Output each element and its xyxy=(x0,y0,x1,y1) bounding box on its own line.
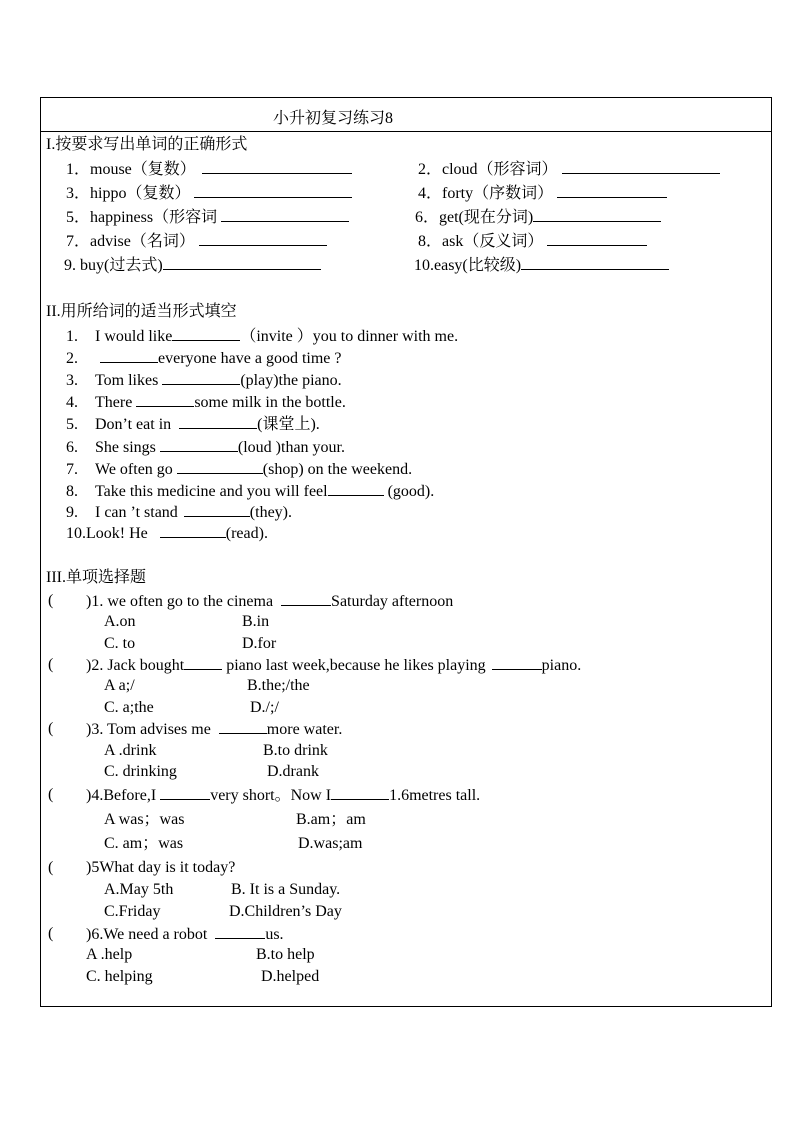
q5-option-a[interactable]: A.May 5th xyxy=(104,881,174,898)
page-title: 小升初复习练习8 xyxy=(273,110,394,127)
answer-blank[interactable] xyxy=(533,207,661,222)
s2-item-9: 9. I can ’t stand (they). xyxy=(66,504,292,521)
answer-blank[interactable] xyxy=(562,159,720,174)
q6-option-b[interactable]: B.to help xyxy=(256,946,315,963)
s2-item-5: 5. Don’t eat in (课堂上). xyxy=(66,416,320,433)
q5-option-b[interactable]: B. It is a Sunday. xyxy=(231,881,341,898)
q2-stem: )2. Jack bought piano last week,because he likes playing piano. xyxy=(86,657,582,674)
s1-item-5: 5．happiness（形容词 xyxy=(66,207,349,228)
q1-paren[interactable]: ( xyxy=(48,592,54,609)
answer-blank[interactable] xyxy=(281,591,331,606)
answer-blank[interactable] xyxy=(163,255,321,270)
s2-item-10: 10.Look! He (read). xyxy=(66,525,268,542)
q4-stem: )4.Before,I very short。Now I 1.6metres tall. xyxy=(86,787,481,804)
q2-option-d[interactable]: D./;/ xyxy=(250,699,279,716)
q2-paren[interactable]: ( xyxy=(48,656,54,673)
s2-item-8: 8. Take this medicine and you will feel (good). xyxy=(66,483,435,500)
q3-paren[interactable]: ( xyxy=(48,720,54,737)
q4-option-c[interactable]: C. am；was xyxy=(104,835,184,852)
answer-blank[interactable] xyxy=(160,437,238,452)
s2-item-7: 7. We often go (shop) on the weekend. xyxy=(66,461,413,478)
q3-option-a[interactable]: A .drink xyxy=(104,742,157,759)
s2-item-1: 1. I would like （invite ）you to dinner with me. xyxy=(66,328,459,345)
q1-stem: )1. we often go to the cinema Saturday afternoon xyxy=(86,593,454,610)
q4-option-a[interactable]: A was；was xyxy=(104,811,185,828)
answer-blank[interactable] xyxy=(492,655,542,670)
answer-blank[interactable] xyxy=(179,414,257,429)
q5-stem: )5What day is it today? xyxy=(86,859,236,876)
answer-blank[interactable] xyxy=(331,785,389,800)
q6-stem: )6.We need a robot us. xyxy=(86,926,284,943)
answer-blank[interactable] xyxy=(177,459,263,474)
q2-option-c[interactable]: C. a;the xyxy=(104,699,154,716)
q3-option-c[interactable]: C. drinking xyxy=(104,763,177,780)
q4-option-b[interactable]: B.am；am xyxy=(296,811,366,828)
q3-stem: )3. Tom advises me more water. xyxy=(86,721,343,738)
q5-option-d[interactable]: D.Children’s Day xyxy=(229,903,342,920)
q6-option-d[interactable]: D.helped xyxy=(261,968,320,985)
answer-blank[interactable] xyxy=(215,924,265,939)
answer-blank[interactable] xyxy=(221,207,349,222)
answer-blank[interactable] xyxy=(194,183,352,198)
s1-item-7: 7．advise（名词） xyxy=(66,231,327,252)
q4-option-d[interactable]: D.was;am xyxy=(298,835,363,852)
answer-blank[interactable] xyxy=(160,523,226,538)
title-row xyxy=(41,98,771,132)
q1-option-c[interactable]: C. to xyxy=(104,635,136,652)
answer-blank[interactable] xyxy=(184,502,250,517)
q3-option-b[interactable]: B.to drink xyxy=(263,742,328,759)
section1-heading: I.按要求写出单词的正确形式 xyxy=(46,136,248,153)
answer-blank[interactable] xyxy=(328,481,384,496)
q6-paren[interactable]: ( xyxy=(48,925,54,942)
q3-option-d[interactable]: D.drank xyxy=(267,763,319,780)
answer-blank[interactable] xyxy=(219,719,267,734)
s1-item-1: 1．mouse（复数） xyxy=(66,159,352,180)
q1-option-b[interactable]: B.in xyxy=(242,613,270,630)
s1-item-3: 3．hippo（复数） xyxy=(66,183,352,204)
s1-item-10: 10.easy(比较级) xyxy=(414,255,669,276)
answer-blank[interactable] xyxy=(202,159,352,174)
q2-option-b[interactable]: B.the;/the xyxy=(247,677,310,694)
answer-blank[interactable] xyxy=(100,348,158,363)
s1-item-9: 9. buy(过去式) xyxy=(64,255,321,276)
s2-item-6: 6. She sings (loud )than your. xyxy=(66,439,345,456)
answer-blank[interactable] xyxy=(557,183,667,198)
q1-option-d[interactable]: D.for xyxy=(242,635,277,652)
answer-blank[interactable] xyxy=(162,370,240,385)
s1-item-8: 8．ask（反义词） xyxy=(418,231,647,252)
answer-blank[interactable] xyxy=(172,326,240,341)
s2-item-2: 2. everyone have a good time ? xyxy=(66,350,342,367)
q6-option-c[interactable]: C. helping xyxy=(86,968,153,985)
answer-blank[interactable] xyxy=(160,785,210,800)
s2-item-4: 4. There some milk in the bottle. xyxy=(66,394,346,411)
s1-item-4: 4．forty（序数词） xyxy=(418,183,667,204)
answer-blank[interactable] xyxy=(136,392,194,407)
q4-paren[interactable]: ( xyxy=(48,786,54,803)
q6-option-a[interactable]: A .help xyxy=(86,946,133,963)
q5-paren[interactable]: ( xyxy=(48,859,54,876)
answer-blank[interactable] xyxy=(199,231,327,246)
answer-blank[interactable] xyxy=(521,255,669,270)
answer-blank[interactable] xyxy=(184,655,222,670)
q5-option-c[interactable]: C.Friday xyxy=(104,903,161,920)
q1-option-a[interactable]: A.on xyxy=(104,613,136,630)
s1-item-6: 6．get(现在分词) xyxy=(415,207,661,228)
q2-option-a[interactable]: A a;/ xyxy=(104,677,135,694)
section2-heading: II.用所给词的适当形式填空 xyxy=(46,303,237,320)
s2-item-3: 3. Tom likes (play)the piano. xyxy=(66,372,342,389)
answer-blank[interactable] xyxy=(547,231,647,246)
section3-heading: III.单项选择题 xyxy=(46,569,146,586)
s1-item-2: 2．cloud（形容词） xyxy=(418,159,720,180)
